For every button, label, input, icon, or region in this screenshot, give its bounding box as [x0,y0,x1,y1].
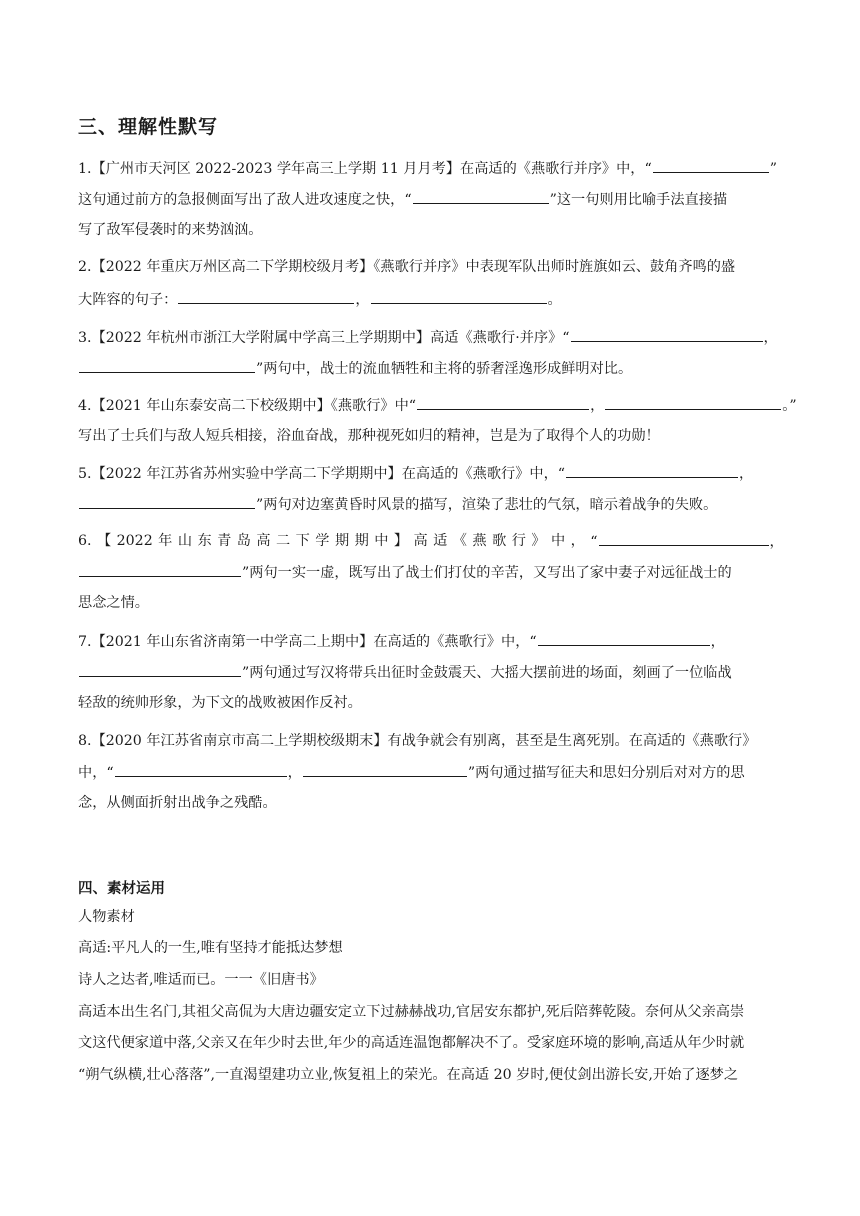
q5-text: ”两句对边塞黄昏时风景的描写，渲染了悲壮的气氛，暗示着战争的失败。 [256,497,718,513]
q8-text: ”两句通过描写征夫和思妇分别后对对方的思 [467,765,745,781]
material-category: 人物素材 [78,909,135,925]
q6-char: 【 [96,533,112,549]
q7-text: ， [710,634,725,650]
q1-text: 这句通过前方的急报侧面写出了敌人进攻速度之快，“ [78,192,412,208]
q5-text: 5.【2022 年江苏省苏州实验中学高二下学期期中】在高适的《燕歌行》中，“ [78,466,566,482]
q3-line-1 [78,327,784,348]
q6-char: 》 [531,533,546,549]
q6-char: 6. [78,533,92,549]
q6-char: 二 [276,533,291,549]
q6-char: 山 [177,533,193,549]
q6-blank-2[interactable] [79,562,241,577]
q6-char: 《 [452,533,467,549]
q5-line-2 [78,494,784,515]
q6-char: 中 [374,533,389,549]
q6-blank-1-wrap [590,531,783,552]
q7-text: 7.【2021 年山东省济南第一中学高二上期中】在高适的《燕歌行》中，“ [78,634,537,650]
q8-text: 中，“ [78,765,114,781]
q6-char: 2022 [116,533,153,549]
q2-blank-2[interactable] [371,289,547,304]
q6-char: 学 [315,533,330,549]
q6-char: ， [570,533,585,549]
q6-blank-1[interactable] [599,531,769,546]
q3-text: 3.【2022 年杭州市浙江大学附属中学高三上学期期中】高适《燕歌行·并序》“ [78,330,570,346]
material-paragraph-line: “朔气纵横,壮心落落”,一直渴望建功立业,恢复祖上的荣光。在高适 20 岁时,便仗剑出游长安,开始了逐梦之 [78,1067,739,1083]
material-paragraph-line: 文这代便家道中落,父亲又在年少时去世,年少的高适连温饱都解决不了。受家庭环境的影响,高适从年少时就 [78,1035,745,1051]
q6-text: ”两句一实一虚，既写出了战士们打仗的辛苦，又写出了家中妻子对远征战士的 [242,565,732,581]
material-paragraph-line: 高适本出生名门,其祖父高侃为大唐边疆安定立下过赫赫战功,官居安东都护,死后陪葬乾陵。奈何从父亲高崇 [78,1004,745,1020]
section-4-title: 四、素材运用 [78,881,165,897]
q6-char: 期 [334,533,350,549]
q2-line-2 [78,289,784,310]
q8-blank-1[interactable] [115,762,287,777]
q5-line-1 [78,463,784,484]
q3-blank-1[interactable] [571,327,763,342]
q1-text: 1.【广州市天河区 2022-2023 学年高三上学期 11 月月考】在高适的《燕歌行并序》中，“ [78,161,652,177]
q6-char: 适 [433,533,448,549]
q6-char: 燕 [472,533,487,549]
q6-char: 年 [158,533,173,549]
q1-line-2 [78,189,784,210]
q4-text: 。” [782,398,797,414]
q6-char: 岛 [236,533,251,549]
q7-line-2 [78,662,784,683]
q1-blank-1[interactable] [653,158,769,173]
q1-blank-2[interactable] [413,189,549,204]
q2-text: 大阵容的句子： [78,292,178,308]
q6-line-2 [78,562,784,583]
q4-text: ， [590,398,605,414]
q4-line-2: 写出了士兵们与敌人短兵相接，浴血奋战，那种视死如归的精神，岂是为了取得个人的功勋！ [78,428,660,444]
q6-char: 期 [354,533,369,549]
q5-blank-1[interactable] [566,463,738,478]
q5-text: ， [739,466,754,482]
section-3-title: 三、理解性默写 [78,116,219,138]
q6-char: ， [769,534,784,550]
q1-text: ”这一句则用比喻手法直接描 [549,192,728,208]
q6-char: 下 [295,533,310,549]
q1-line-1 [78,158,784,179]
q4-blank-1[interactable] [417,395,589,410]
q5-blank-2[interactable] [79,494,255,509]
q8-line-2 [78,762,784,783]
q1-line-3: 写了敌军侵袭时的来势汹汹。 [78,222,263,238]
q6-char: 行 [511,533,526,549]
q8-text: ， [287,765,302,781]
q4-line-1 [78,395,797,416]
q3-blank-2[interactable] [79,358,255,373]
q4-blank-2[interactable] [605,395,781,410]
material-heading: 高适:平凡人的一生,唯有坚持才能抵达梦想 [78,940,343,956]
q3-text: ”两句中，战士的流血牺牲和主将的骄奢淫逸形成鲜明对比。 [256,361,633,377]
q2-text: ， [355,292,370,308]
q7-text: ”两句通过写汉将带兵出征时金鼓震天、大摇大摆前进的场面，刻画了一位临战 [242,665,732,681]
material-quote: 诗人之达者,唯适而已。一一《旧唐书》 [78,972,324,988]
q6-char: 高 [413,533,428,549]
q6-char: 青 [217,533,232,549]
q8-blank-2[interactable] [303,762,467,777]
q7-blank-1[interactable] [538,631,710,646]
q3-text: ， [763,330,778,346]
q1-text: ” [769,161,777,177]
q2-line-1: 2.【2022 年重庆万州区高二下学期校级月考】《燕歌行并序》中表现军队出师时旌旗如云、鼓角齐鸣的盛 [78,259,736,275]
q2-text: 。 [547,292,562,308]
q6-char: 】 [393,533,409,549]
q6-char: 中 [550,533,566,549]
q2-blank-1[interactable] [178,289,354,304]
q6-line-1 [78,531,784,552]
q4-text: 4.【2021 年山东泰安高二下校级期中】《燕歌行》中“ [78,398,417,414]
q3-line-2 [78,358,784,379]
q6-char: “ [590,534,598,550]
q6-line-3: 思念之情。 [78,595,149,611]
q7-line-3: 轻敌的统帅形象，为下文的战败被困作反衬。 [78,695,362,711]
q8-line-3: 念，从侧面折射出战争之残酷。 [78,795,277,811]
q8-line-1: 8.【2020 年江苏省南京市高二上学期校级期末】有战争就会有别离，甚至是生离死别。在高适的《燕歌行》 [78,733,757,749]
q7-line-1 [78,631,784,652]
q6-char: 东 [197,533,212,549]
q6-char: 高 [256,533,271,549]
q7-blank-2[interactable] [79,662,241,677]
q6-char: 歌 [492,533,507,549]
